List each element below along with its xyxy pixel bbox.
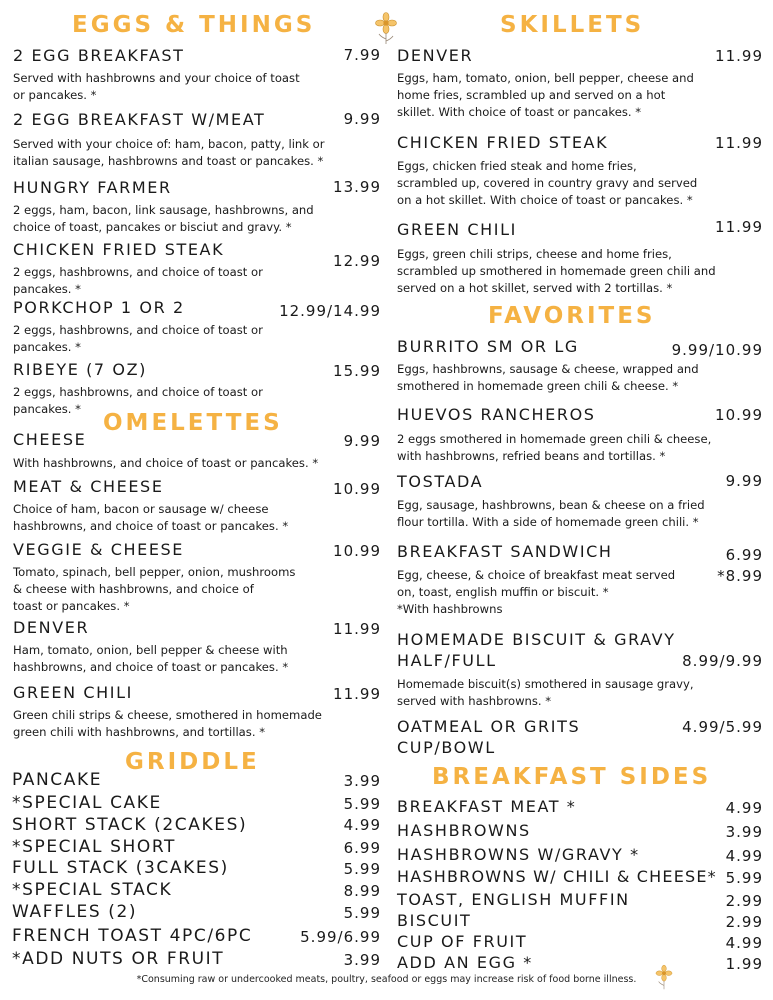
- flower-icon: [373, 11, 399, 45]
- menu-item-price: 9.99: [725, 472, 763, 490]
- menu-item-price: 8.99: [343, 882, 381, 900]
- menu-item-price: 4.99: [343, 816, 381, 834]
- menu-item-price: 12.99/14.99: [279, 302, 381, 320]
- menu-item-price: 10.99: [333, 480, 381, 498]
- menu-item-price: 6.99: [343, 839, 381, 857]
- menu-item-price: 4.99/5.99: [682, 718, 763, 736]
- menu-item-price: 5.99: [343, 795, 381, 813]
- menu-item-description: Eggs, chicken fried steak and home fries, scrambled up, covered in country gravy and served on a hot skillet. With choice of toast or pancakes. *: [397, 159, 698, 207]
- menu-item-name: CHEESE: [13, 430, 87, 449]
- menu-item-price: 3.99: [725, 823, 763, 841]
- menu-item-price: 7.99: [343, 46, 381, 64]
- menu-item-price: 2.99: [725, 892, 763, 910]
- menu-item-description: Green chili strips & cheese, smothered in homemade green chili with hashbrowns, and tortillas. *: [13, 708, 322, 739]
- heading-breakfast-sides: BREAKFAST SIDES: [432, 764, 712, 790]
- menu-item-price: 3.99: [343, 772, 381, 790]
- menu-item-description: Homemade biscuit(s) smothered in sausage gravy, served with hashbrowns. *: [397, 677, 694, 708]
- menu-item-name: *SPECIAL STACK: [12, 880, 173, 900]
- menu-item-description: Served with hashbrowns and your choice of toast or pancakes. *: [13, 71, 300, 102]
- menu-item-price: 9.99: [343, 432, 381, 450]
- heading-skillets: SKILLETS: [500, 12, 645, 38]
- menu-item-description: With hashbrowns, and choice of toast or pancakes. *: [13, 456, 319, 470]
- menu-item-price: 11.99: [715, 47, 763, 65]
- menu-item-description: Eggs, hashbrowns, sausage & cheese, wrapped and smothered in homemade green chili & cheese. *: [397, 362, 699, 393]
- menu-item-price: 3.99: [343, 951, 381, 969]
- heading-favorites: FAVORITES: [488, 303, 656, 329]
- menu-item-name: *SPECIAL CAKE: [12, 793, 162, 813]
- menu-item-name: *SPECIAL SHORT: [12, 837, 176, 857]
- menu-item-description: 2 eggs, ham, bacon, link sausage, hashbrowns, and choice of toast, pancakes or bisciut and gravy. *: [13, 203, 314, 234]
- menu-item-description: Eggs, green chili strips, cheese and home fries, scrambled up smothered in homemade green chili and served on a hot skillet, served with 2 tortillas. *: [397, 247, 716, 295]
- heading-griddle: GRIDDLE: [125, 749, 260, 775]
- menu-item-name: HASHBROWNS W/GRAVY *: [397, 845, 640, 864]
- menu-item-name: ADD AN EGG *: [397, 953, 533, 972]
- heading-eggs-and-things: EGGS & THINGS: [72, 12, 316, 38]
- menu-item-name: DENVER: [13, 618, 90, 637]
- menu-item-name: TOSTADA: [397, 472, 484, 491]
- menu-item-name-size: HALF/FULL: [397, 651, 497, 670]
- menu-item-price: 4.99: [725, 847, 763, 865]
- menu-item-name: PORKCHOP 1 OR 2: [13, 298, 185, 317]
- menu-item-price: 11.99: [333, 620, 381, 638]
- menu-item-name: CHICKEN FRIED STEAK: [13, 240, 225, 259]
- menu-item-description: Tomato, spinach, bell pepper, onion, mushrooms & cheese with hashbrowns, and choice of toast or pancakes. *: [13, 565, 296, 613]
- menu-item-description: 2 eggs, hashbrowns, and choice of toast or pancakes. *: [13, 323, 263, 354]
- menu-item-name: VEGGIE & CHEESE: [13, 540, 185, 559]
- menu-item-name: BISCUIT: [397, 911, 472, 930]
- menu-item-description: Served with your choice of: ham, bacon, patty, link or italian sausage, hashbrowns and toast or pancakes. *: [13, 137, 325, 168]
- menu-item-description: 2 eggs, hashbrowns, and choice of toast or pancakes. *: [13, 265, 263, 296]
- menu-item-price: 11.99: [715, 134, 763, 152]
- menu-item-name: 2 EGG BREAKFAST W/MEAT: [13, 110, 266, 129]
- menu-item-price: 12.99: [333, 252, 381, 270]
- menu-item-name: WAFFLES (2): [12, 902, 138, 922]
- menu-item-name: RIBEYE (7 OZ): [13, 360, 147, 379]
- menu-item-name: GREEN CHILI: [397, 220, 517, 239]
- menu-item-name: HOMEMADE BISCUIT & GRAVY: [397, 630, 676, 649]
- menu-item-name: HASHBROWNS W/ CHILI & CHEESE*: [397, 867, 717, 886]
- menu-item-description: Ham, tomato, onion, bell pepper & cheese with hashbrowns, and choice of toast or pancakes. *: [13, 643, 289, 674]
- menu-item-price: 6.99: [725, 546, 763, 564]
- menu-item-name: MEAT & CHEESE: [13, 477, 164, 496]
- menu-item-price: 4.99: [725, 799, 763, 817]
- menu-item-name: 2 EGG BREAKFAST: [13, 46, 185, 65]
- menu-item-name: HUNGRY FARMER: [13, 178, 172, 197]
- menu-item-price: 11.99: [715, 218, 763, 236]
- menu-item-price: 8.99/9.99: [682, 652, 763, 670]
- menu-item-name: *ADD NUTS OR FRUIT: [12, 949, 225, 969]
- menu-item-name-size: CUP/BOWL: [397, 738, 496, 757]
- menu-item-price: 4.99: [725, 934, 763, 952]
- menu-item-name: HUEVOS RANCHEROS: [397, 405, 596, 424]
- menu-item-name: BURRITO SM OR LG: [397, 337, 579, 356]
- heading-omelettes: OMELETTES: [103, 410, 283, 436]
- menu-item-price: 1.99: [725, 955, 763, 973]
- menu-item-price: 13.99: [333, 178, 381, 196]
- menu-item-name: PANCAKE: [12, 770, 103, 790]
- menu-item-price: 5.99: [343, 860, 381, 878]
- menu-item-price: 10.99: [715, 406, 763, 424]
- menu-item-name: SHORT STACK (2CAKES): [12, 815, 248, 835]
- menu-item-price: 5.99/6.99: [300, 928, 381, 946]
- menu-item-description: Choice of ham, bacon or sausage w/ cheese hashbrowns, and choice of toast or pancakes. *: [13, 502, 289, 533]
- menu-item-price: 11.99: [333, 685, 381, 703]
- menu-item-name: CHICKEN FRIED STEAK: [397, 133, 609, 152]
- menu-item-price: 2.99: [725, 913, 763, 931]
- menu-item-name: FULL STACK (3CAKES): [12, 858, 229, 878]
- menu-item-name: CUP OF FRUIT: [397, 932, 528, 951]
- menu-item-price: 15.99: [333, 362, 381, 380]
- food-safety-footnote: *Consuming raw or undercooked meats, poultry, seafood or eggs may increase risk of food borne illness.: [136, 974, 637, 985]
- menu-item-name: FRENCH TOAST 4PC/6PC: [12, 926, 253, 946]
- menu-item-price: 5.99: [725, 869, 763, 887]
- menu-item-price: 9.99/10.99: [671, 341, 763, 359]
- menu-item-description: Eggs, ham, tomato, onion, bell pepper, cheese and home fries, scrambled up and served on a hot skillet. With choice of toast or pancakes. *: [397, 71, 694, 119]
- menu-item-name: TOAST, ENGLISH MUFFIN: [397, 890, 630, 909]
- menu-item-description: Egg, sausage, hashbrowns, bean & cheese on a fried flour tortilla. With a side of homemade green chili. *: [397, 498, 705, 529]
- menu-item-price: 10.99: [333, 542, 381, 560]
- menu-item-name: HASHBROWNS: [397, 821, 531, 840]
- menu-item-name: BREAKFAST SANDWICH: [397, 542, 613, 561]
- menu-item-name: GREEN CHILI: [13, 683, 133, 702]
- menu-item-name: OATMEAL OR GRITS: [397, 717, 581, 736]
- menu-item-price: 5.99: [343, 904, 381, 922]
- menu-item-name: DENVER: [397, 46, 474, 65]
- menu-item-name: BREAKFAST MEAT *: [397, 797, 577, 816]
- menu-item-price: 9.99: [343, 110, 381, 128]
- menu-item-description: Egg, cheese, & choice of breakfast meat served on, toast, english muffin or biscuit. * *With hashbrowns: [397, 568, 676, 616]
- menu-item-price-with-hashbrowns: *8.99: [717, 567, 763, 585]
- menu-item-description: 2 eggs smothered in homemade green chili & cheese, with hashbrowns, refried beans and tortillas. *: [397, 432, 712, 463]
- menu-item-description: 2 eggs, hashbrowns, and choice of toast or pancakes. *: [13, 385, 263, 416]
